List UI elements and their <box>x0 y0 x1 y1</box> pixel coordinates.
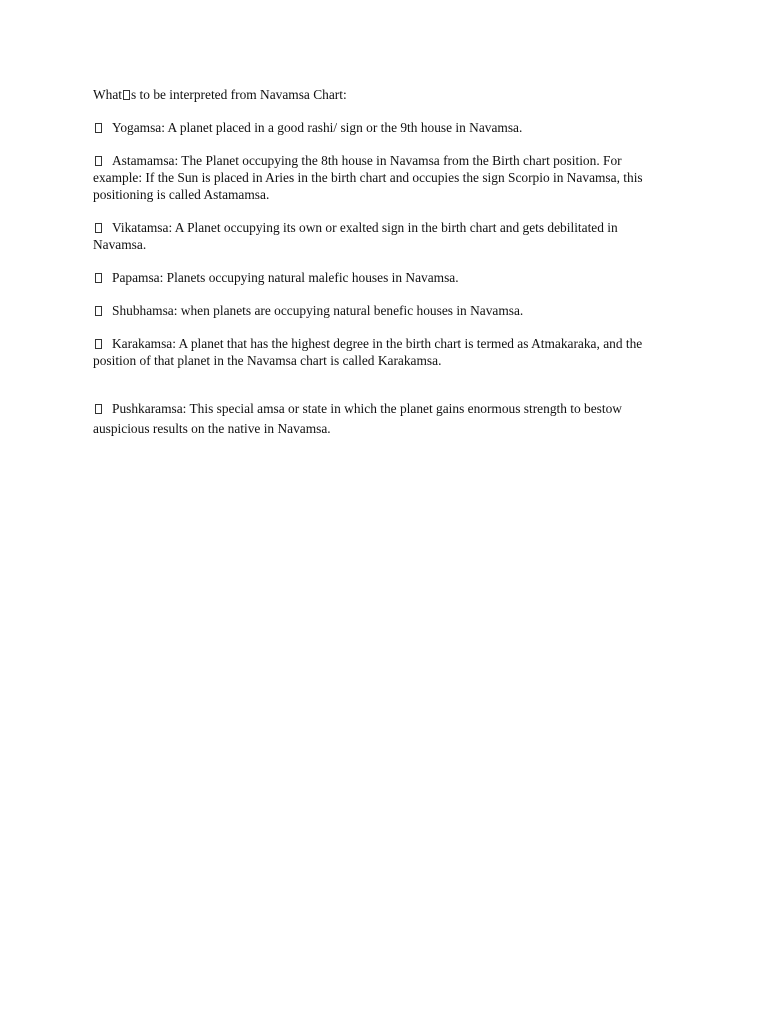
bullet-box-icon <box>95 223 102 233</box>
heading-text-end: s to be interpreted from Navamsa Chart: <box>131 87 347 102</box>
bullet-box-icon <box>95 339 102 349</box>
list-item-text: Pushkaramsa: This special amsa or state in which the planet gains enormous strength to bestow auspicious results on the native in Navamsa. <box>93 401 622 436</box>
list-item-yogamsa <box>93 119 673 136</box>
list-item-text: Papamsa: Planets occupying natural malefic houses in Navamsa. <box>112 270 459 285</box>
list-item-text: Karakamsa: A planet that has the highest degree in the birth chart is termed as Atmakaraka, and the position of that planet in the Navamsa chart is called Karakamsa. <box>93 336 643 368</box>
bullet-box-icon <box>95 123 102 133</box>
bullet-box-icon <box>95 306 102 316</box>
list-item-pushkaramsa <box>93 399 673 439</box>
list-item-papamsa <box>93 269 673 286</box>
missing-glyph-icon <box>123 90 130 100</box>
document-body <box>93 86 673 455</box>
bullet-box-icon <box>95 273 102 283</box>
heading-text-start: What <box>93 87 122 102</box>
list-item-shubhamsa <box>93 302 673 319</box>
list-item-vikatamsa <box>93 219 673 253</box>
list-item-text: Shubhamsa: when planets are occupying natural benefic houses in Navamsa. <box>112 303 524 318</box>
list-item-astamamsa <box>93 152 673 203</box>
bullet-box-icon <box>95 404 102 414</box>
list-item-text: Vikatamsa: A Planet occupying its own or exalted sign in the birth chart and gets debilitated in Navamsa. <box>93 220 618 252</box>
document-heading <box>93 86 673 103</box>
list-item-karakamsa <box>93 335 673 369</box>
list-item-text: Astamamsa: The Planet occupying the 8th house in Navamsa from the Birth chart position. For example: If the Sun is placed in Aries in the birth chart and occupies the sign Scorpio in Navamsa, this positioning is called Astamamsa. <box>93 153 643 202</box>
bullet-box-icon <box>95 156 102 166</box>
list-item-text: Yogamsa: A planet placed in a good rashi/ sign or the 9th house in Navamsa. <box>112 120 523 135</box>
